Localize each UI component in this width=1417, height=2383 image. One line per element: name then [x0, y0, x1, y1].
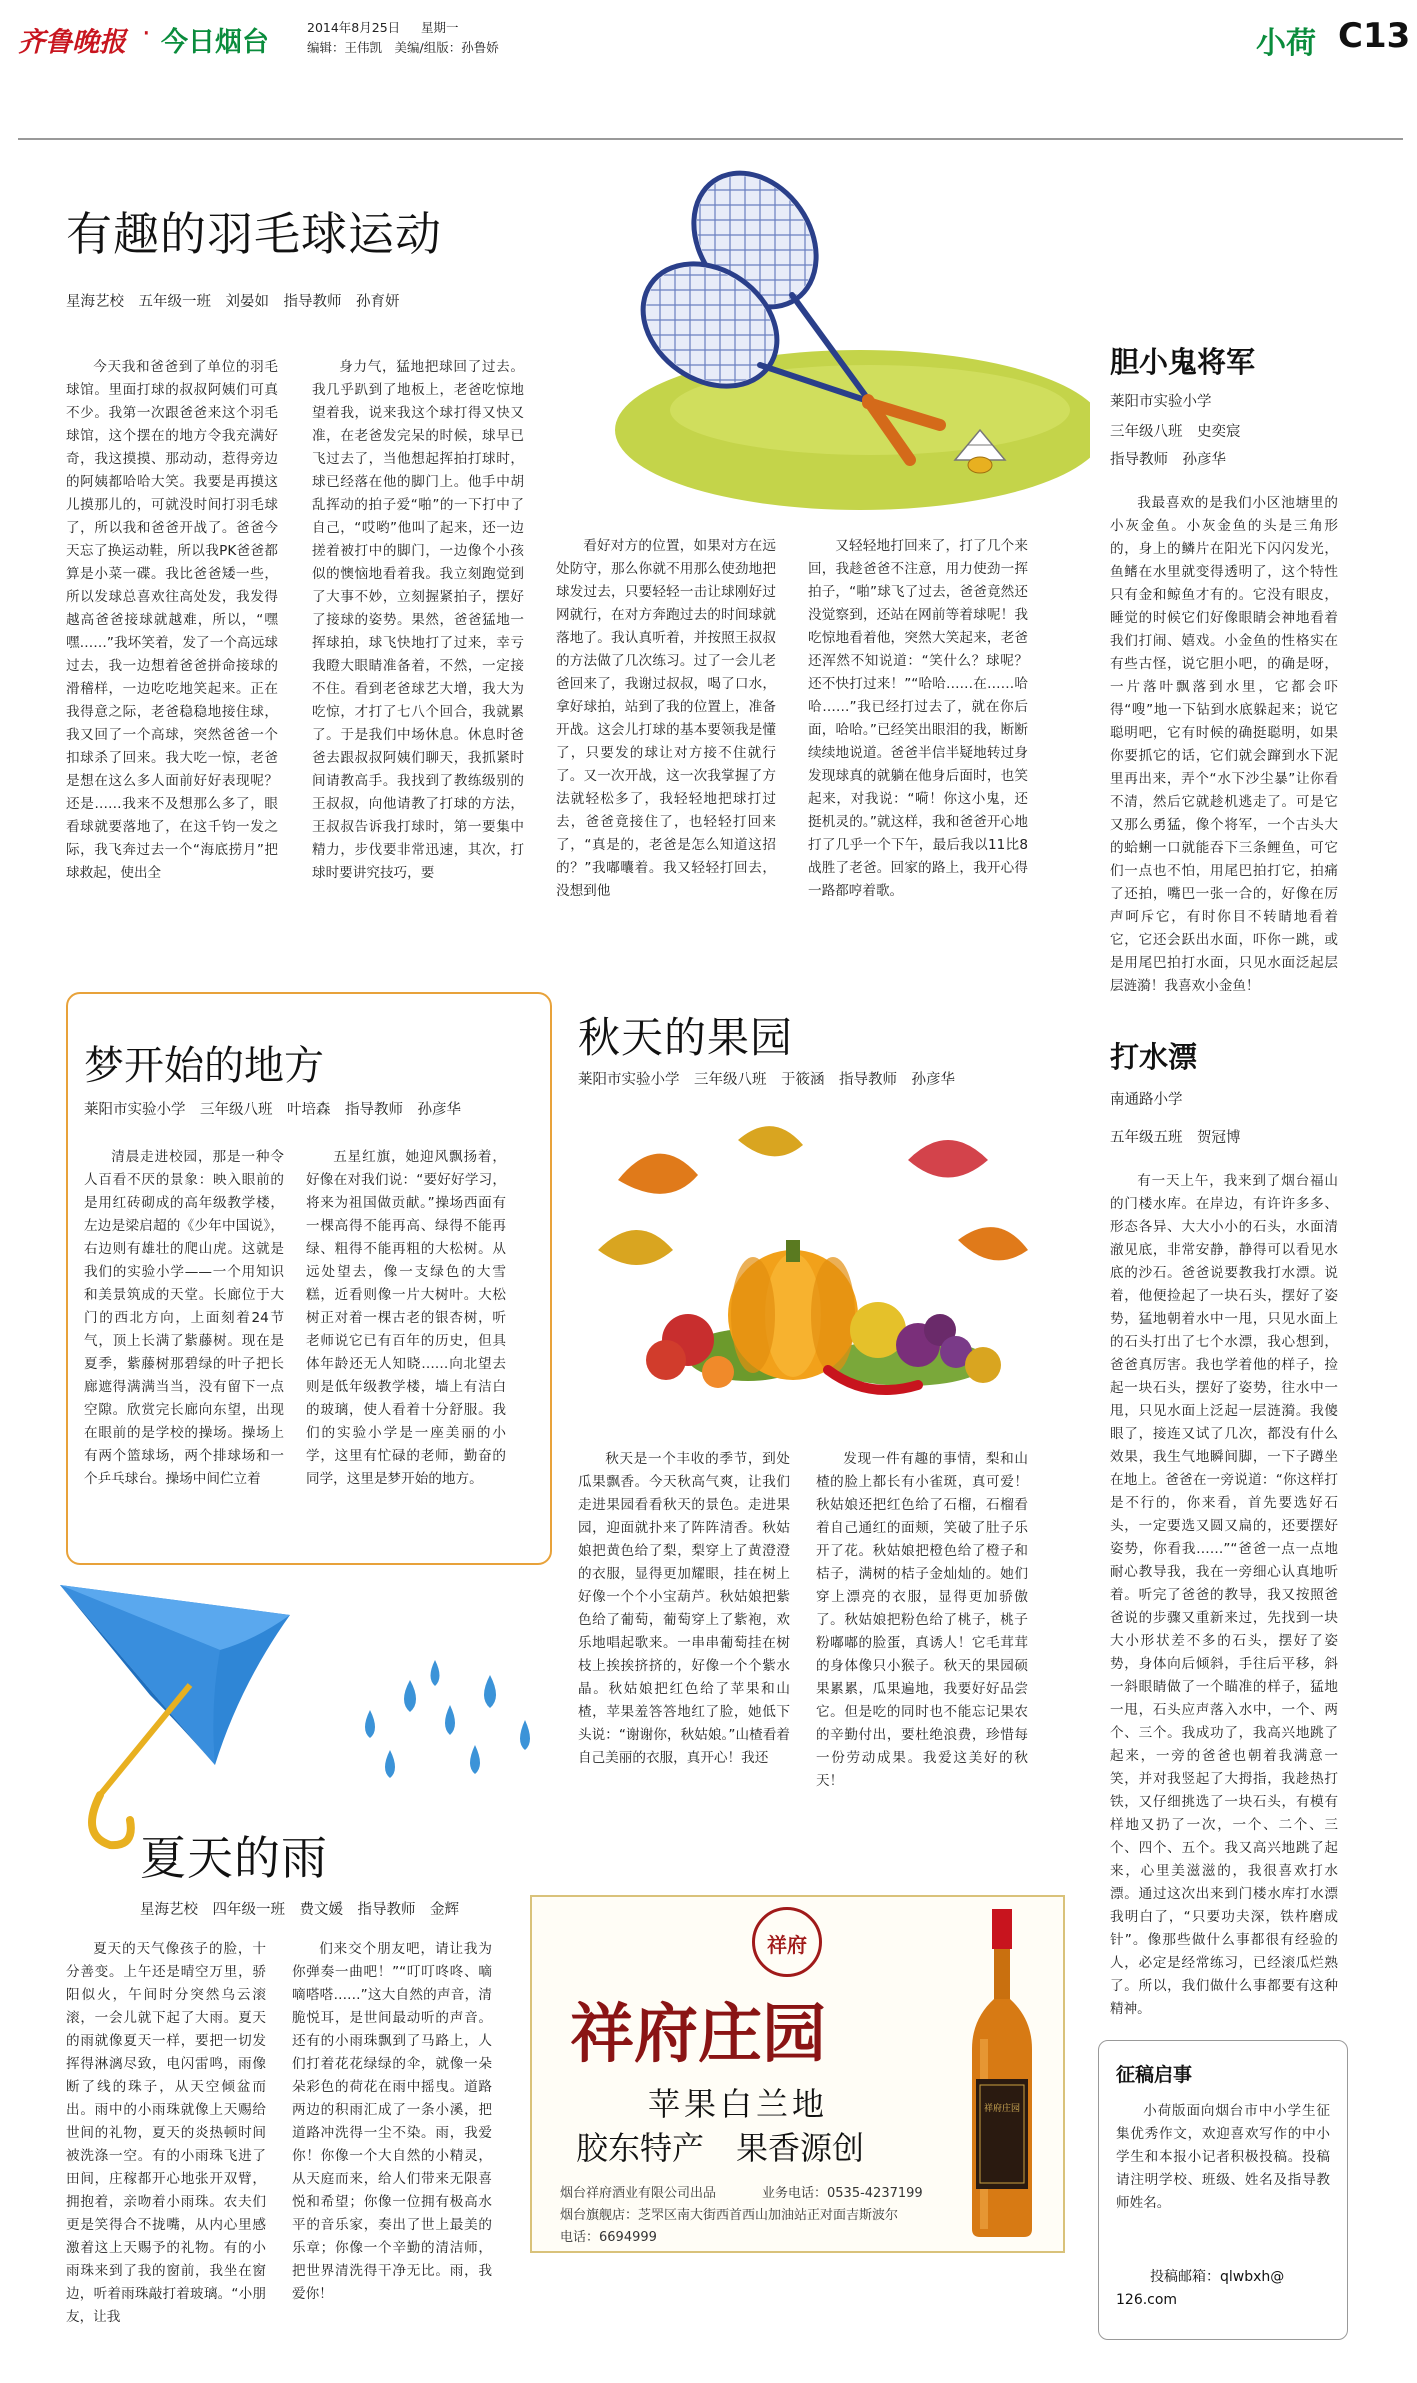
umbrella-illustration [40, 1565, 360, 1865]
coward-author: 三年级八班 史奕宸 [1110, 424, 1241, 440]
ad-product-name: 苹果白兰地 [648, 2085, 829, 2123]
skipping-body: 有一天上午，我来到了烟台福山的门楼水库。在岸边，有许许多多、形态各异、大大小小的石头，水面清澈见底，非常安静，静得可以看见水底的沙石。爸爸说要教我打水漂。说着，他便捡起了一块石头，摆好了姿势，猛地朝着水中一甩，只见水面上的石头打出了七个水漂，我心想到，爸爸真厉害。我也学着他的样子，捡起一块石头，摆好了姿势，往水中一甩，只见水面上泛起一层涟漪。我傻眼了，接连又试了几次，都没有什么效果，我生气地瞬间脚，一下子蹲坐在地上。爸爸在一旁说道：“你这样打是不行的，你来看，首先要选好石头，一定要选又圆又扁的，还要摆好姿势，你看我……”“爸爸一点一点地耐心教导我，我在一旁细心认真地听着。听完了爸爸的教导，我又按照爸爸说的步骤又重新来过，先找到一块大小形状差不多的石头，摆好了姿势，身体向后倾斜，手往后平移，斜一斜眼睛做了一个瞄准的样子，猛地一甩，石头应声落入水中，一个、两个、三个。我成功了，我高兴地跳了起来，一旁的爸爸也朝着我满意一笑，并对我竖起了大拇指，我趁热打铁，又仔细挑选了一块石头，有模有样地又扔了一次，一个、二个、三个、四个、五个。我又高兴地跳了起来，心里美滋滋的，我很喜欢打水漂。通过这次出来到门楼水库打水漂我明白了，“只要功夫深，铁杵磨成针”。像那些做什么事都很有经验的人，必定是经常练习，已经滚瓜烂熟了。所以，我们做什么事都要有这种精神。 [1110, 1173, 1338, 2017]
dream-title: 梦开始的地方 [84, 1043, 324, 1089]
editors-line: 编辑：王伟凯 美编/组版：孙鲁娇 [307, 40, 499, 55]
dream-col-1: 清晨走进校园，那是一种令人百看不厌的景象：映入眼前的是用红砖砌成的高年级教学楼，左边是梁启超的《少年中国说》，右边则有雄壮的爬山虎。这就是我们的实验小学——一个用知识和美景筑成的天堂。长廊位于大门的西北方向，上面刻着24节气，顶上长满了紫藤树。现在是夏季，紫藤树那碧绿的叶子把长廊遮得满满当当，没有留下一点空隙。欣赏完长廊向东望，出现在眼前的是学校的操场。操场上有两个篮球场，两个排球场和一个乒乓球台。操场中间伫立着 [84, 1149, 284, 1487]
badminton-illustration [610, 160, 1090, 510]
badminton-col-1: 今天我和爸爸到了单位的羽毛球馆。里面打球的叔叔阿姨们可真不少。我第一次跟爸爸来这个羽毛球馆，这个摆在的地方令我充满好奇，我这摸摸、那动动，惹得旁边的阿姨都哈哈大笑。我要是再摸这儿摸那儿的，可就没时间打羽毛球了，所以我和爸爸开战了。爸爸今天忘了换运动鞋，所以我PK爸爸都算是小菜一碟。我比爸爸矮一些，所以发球总喜欢往高处发，我发得越高爸爸接球就越难，所以，“嘿嘿……”我坏笑着，发了一个高远球过去，我一边想着爸爸拼命接球的滑稽样，一边吃吃地笑起来。正在我得意之际，老爸稳稳地接住球，我又回了一个高球，突然爸爸一个扣球杀了回来。我大吃一惊，老爸是想在这么多人面前好好表现呢？还是……我来不及想那么多了，眼看球就要落地了，在这千钧一发之际，我飞奔过去一个“海底捞月”把球救起，使出全 [66, 359, 278, 881]
ad-slogan: 胶东特产 果香源创 [576, 2129, 865, 2167]
notice-email-domain: 126.com [1116, 2292, 1178, 2308]
ad-business-phone: 业务电话：0535-4237199 [762, 2186, 923, 2201]
orchard-title: 秋天的果园 [578, 1013, 794, 1062]
coward-title: 胆小鬼将军 [1110, 345, 1256, 379]
badminton-col-3: 看好对方的位置，如果对方在远处防守，那么你就不用那么使劲地把球发过去，只要轻轻一击让球刚好过网就行，在对方奔跑过去的时间球就落地了。我认真听着，并按照王叔叔的方法做了几次练习。过了一会儿老爸回来了，我谢过叔叔，喝了口水，拿好球拍，站到了我的位置上，准备开战。这会儿打球的基本要领我是懂了，只要发的球让对方接不住就行了。又一次开战，这一次我掌握了方法就轻松多了，我轻轻地把球打过去，爸爸竟接住了，也轻轻打回来了，“真是的，老爸是怎么知道这招的？”我嘟囔着。我又轻轻打回去，没想到他 [556, 538, 776, 899]
notice-title: 征稿启事 [1116, 2064, 1193, 2086]
skipping-author: 五年级五班 贺冠博 [1110, 1130, 1241, 1146]
skipping-title: 打水漂 [1110, 1040, 1198, 1074]
ad-store-address: 烟台旗舰店：芝罘区南大街西首西山加油站正对面吉斯波尔 [560, 2208, 899, 2223]
edition-name: 今日烟台 [161, 27, 269, 58]
summer-rain-byline: 星海艺校 四年级一班 费文媛 指导教师 金辉 [140, 1902, 459, 1918]
coward-body: 我最喜欢的是我们小区池塘里的小灰金鱼。小灰金鱼的头是三角形的，身上的鳞片在阳光下闪闪发光，鱼鳍在水里就变得透明了，这个特性只有金和鲸鱼才有的。它没有眼皮，睡觉的时候它们好像眼睛会神地看着我们打闹、嬉戏。小金鱼的性格实在有些古怪，说它胆小吧，的确是呀，一片落叶飘落到水里，它都会吓得“嗖”地一下钻到水底躲起来；说它聪明吧，它有时候的确挺聪明，如果你要抓它的话，它们就会蹿到水下泥里再出来，弄个“水下沙尘暴”让你看不清，然后它就趁机逃走了。可是它又那么勇猛，像个将军，一个古头大的蛤蜊一口就能吞下三条鲤鱼，可它们一点也不怕，用尾巴拍打它，拍痛了还拍，嘴巴一张一合的，好像在厉声呵斥它，有时你目不转睛地看着它，它还会跃出水面，吓你一跳，或是用尾巴拍打水面，只见水面泛起层层涟漪！我喜欢小金鱼！ [1110, 495, 1338, 994]
notice-body: 小荷版面向烟台市中小学生征集优秀作文，欢迎喜欢写作的中小学生和本报小记者积极投稿。投稿请注明学校、班级、姓名及指导教师姓名。 [1116, 2103, 1330, 2211]
orchard-illustration [578, 1100, 1038, 1430]
summer-rain-title: 夏天的雨 [140, 1831, 328, 1885]
masthead-dot: · [142, 18, 151, 49]
raindrops-illustration [350, 1650, 550, 1800]
skipping-school: 南通路小学 [1110, 1092, 1183, 1108]
brandy-bottle [962, 1909, 1042, 2239]
issue-weekday: 星期一 [421, 20, 459, 35]
summer-rain-col-2: 们来交个朋友吧，请让我为你弹奏一曲吧！”“叮叮咚咚、嘀嘀嗒嗒……”这大自然的声音，清脆悦耳，是世间最动听的声音。还有的小雨珠飘到了马路上，人们打着花花绿绿的伞，就像一朵朵彩色的荷花在雨中摇曳。道路两边的积雨汇成了一条小溪，把道路冲洗得一尘不染。雨，我爱你！你像一个大自然的小精灵，从天庭而来，给人们带来无限喜悦和希望；你像一位拥有极高水平的音乐家，奏出了世上最美的乐章；你像一个辛勤的清洁师，把世界清洗得干净无比。雨，我爱你！ [292, 1941, 492, 2302]
masthead [18, 16, 1411, 61]
ad-store-phone: 电话：6694999 [560, 2230, 657, 2245]
badminton-byline: 星海艺校 五年级一班 刘晏如 指导教师 孙育妍 [66, 294, 400, 310]
dream-col-2: 五星红旗，她迎风飘扬着，好像在对我们说：“要好好学习，将来为祖国做贡献。”操场西面有一棵高得不能再高、绿得不能再绿、粗得不能再粗的大松树。从远处望去，像一支绿色的大雪糕，近看则像一片大树叶。大松树正对着一棵古老的银杏树，听老师说它已有百年的历史，但具体年龄还无人知晓……向北望去则是低年级教学楼，墙上有洁白的玻璃，使人看着十分舒服。我们的实验小学是一座美丽的小学，这里有忙碌的老师，勤奋的同学，这里是梦开始的地方。 [306, 1149, 506, 1487]
ad-logo-text: 祥府 [767, 1933, 807, 1957]
paper-name: 齐鲁晚报 [18, 27, 126, 58]
orchard-col-1: 秋天是一个丰收的季节，到处瓜果飘香。今天秋高气爽，让我们走进果园看看秋天的景色。走进果园，迎面就扑来了阵阵清香。秋姑娘把黄色给了梨，梨穿上了黄澄澄的衣服，显得更加耀眼，挂在树上好像一个个小宝葫芦。秋姑娘把紫色给了葡萄，葡萄穿上了紫袍，欢乐地唱起歌来。一串串葡萄挂在树枝上挨挨挤挤的，好像一个个紫水晶。秋姑娘把红色给了苹果和山楂，苹果羞答答地红了脸，她低下头说：“谢谢你，秋姑娘。”山楂看着自己美丽的衣服，真开心！我还 [578, 1451, 790, 1766]
summer-rain-col-1: 夏天的天气像孩子的脸，十分善变。上午还是晴空万里，骄阳似火，午间时分突然乌云滚滚，一会儿就下起了大雨。夏天的雨就像夏天一样，要把一切发挥得淋漓尽致，电闪雷鸣，雨像断了线的珠子，从天空倾盆而出。雨中的小雨珠就像上天赐给世间的礼物，夏天的炎热顿时间被洗涤一空。有的小雨珠飞进了田间，庄稼都开心地张开双臂，拥抱着，亲吻着小雨珠。农夫们更是笑得合不拢嘴，从内心里感激着这上天赐予的礼物。有的小雨珠来到了我的窗前，我坐在窗边，听着雨珠敲打着玻璃。“小朋友，让我 [66, 1941, 266, 2325]
brandy-ad [530, 1895, 1065, 2253]
issue-date: 2014年8月25日 [307, 20, 401, 35]
coward-school: 莱阳市实验小学 [1110, 394, 1212, 410]
ad-brand-name: 祥府庄园 [570, 1997, 826, 2072]
orchard-col-2: 发现一件有趣的事情，梨和山楂的脸上都长有小雀斑，真可爱！秋姑娘还把红色给了石榴，石榴看着自己通红的面颊，笑破了肚子乐开了花。秋姑娘把橙色给了橙子和桔子，满树的桔子金灿灿的。她们穿上漂亮的衣服，显得更加骄傲了。秋姑娘把粉色给了桃子，桃子粉嘟嘟的脸蛋，真诱人！它毛茸茸的身体像只小猴子。秋天的果园硕果累累，瓜果遍地，我要好好品尝它。但是吃的同时也不能忘记果农的辛勤付出，要杜绝浪费，珍惜每一份劳动成果。我爱这美好的秋天！ [816, 1451, 1028, 1789]
header-rule [18, 138, 1403, 140]
page-number: C13 [1338, 16, 1411, 56]
bottle-label-text: 祥府庄园 [983, 2104, 1020, 2114]
badminton-col-4: 又轻轻地打回来了，打了几个来回，我趁爸爸不注意，用力使劲一挥拍子，“啪”球飞了过去，爸爸竟然还没觉察到，还站在网前等着球呢！我吃惊地看着他，突然大笑起来，老爸还浑然不知说道：“笑什么？球呢？还不快打过来！”“哈哈……在……哈哈……”我已经打过去了，就在你后面，哈哈。”已经笑出眼泪的我，断断续续地说道。爸爸半信半疑地转过身发现球真的就躺在他身后面时，也笑起来，对我说：“嗬！你这小鬼，还挺机灵的。”就这样，我和爸爸开心地打了几乎一个下午，最后我以11比8战胜了老爸。回家的路上，我开心得一路都哼着歌。 [808, 538, 1028, 899]
column-name: 小荷 [1256, 26, 1316, 61]
orchard-byline: 莱阳市实验小学 三年级八班 于筱涵 指导教师 孙彦华 [578, 1072, 955, 1088]
notice-email-label: 投稿邮箱：qlwbxh@ [1150, 2269, 1285, 2285]
dream-byline: 莱阳市实验小学 三年级八班 叶培森 指导教师 孙彦华 [84, 1102, 461, 1118]
coward-teacher: 指导教师 孙彦华 [1110, 452, 1226, 468]
ad-company: 烟台祥府酒业有限公司出品 [560, 2186, 717, 2201]
badminton-col-2: 身力气，猛地把球回了过去。我几乎趴到了地板上，老爸吃惊地望着我，说来我这个球打得又快又准，在老爸发完呆的时候，球早已飞过去了，当他想起挥拍打球时，球已经落在他的脚门上。他手中胡乱挥动的拍子爱“啪”的一下打中了自己，“哎哟”他叫了起来，还一边搓着被打中的脚门，一边像个小孩似的懊恼地看着我。我立刻跑觉到了大事不妙，立刻握紧拍子，摆好了接球的姿势。果然，爸爸猛地一挥球拍，球飞快地打了过来，幸亏我瞪大眼睛准备着，不然，一定接不住。看到老爸球艺大增，我大为吃惊，才打了七八个回合，我就累了。于是我们中场休息。休息时爸爸去跟叔叔阿姨们聊天，我抓紧时间请教高手。我找到了教练级别的王叔叔，向他请教了打球的方法，王叔叔告诉我打球时，第一要集中精力，步伐要非常迅速，其次，打球时要讲究技巧，要 [312, 359, 524, 881]
badminton-title: 有趣的羽毛球运动 [66, 207, 442, 261]
